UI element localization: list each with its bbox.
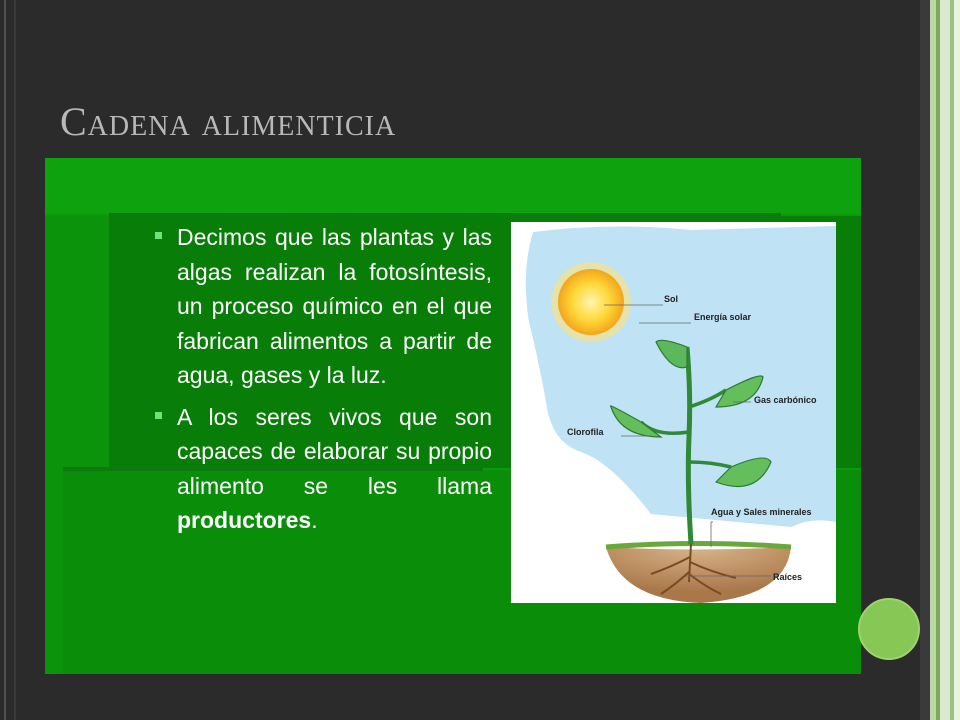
label-sol: Sol [664, 294, 679, 304]
bullet-marker-icon [155, 232, 162, 239]
bullet-item [150, 400, 492, 538]
label-agua-sales: Agua y Sales minerales [711, 507, 812, 517]
right-decorative-strips [920, 0, 960, 720]
soil-shape [606, 547, 791, 603]
bullet-text-fotosintesis: Decimos que las plantas y las algas realizan la fotosíntesis, un proceso químico en el que fabrican alimentos a partir de agua, gases y la luz. [177, 224, 492, 388]
plant-illustration [511, 222, 836, 603]
photosynthesis-diagram [511, 222, 836, 603]
decorative-circle [858, 598, 920, 660]
label-clorofila: Clorofila [567, 427, 604, 437]
productores-bold: productores [177, 507, 312, 533]
bullet-list [150, 220, 492, 538]
left-border-strip [0, 0, 16, 720]
stem-icon [687, 347, 691, 544]
label-energia-solar: Energía solar [694, 312, 752, 322]
bullet-text-productores: A los seres vivos que son capaces de elaborar su propio alimento se les llama productores. [177, 403, 492, 533]
bullet-item [150, 220, 492, 393]
bullet-marker-icon [155, 412, 162, 419]
slide-title: Cadena alimenticia [60, 99, 397, 144]
label-gas-carbonico: Gas carbónico [754, 395, 817, 405]
label-raices: Raíces [773, 572, 803, 582]
sun-icon [558, 269, 624, 335]
